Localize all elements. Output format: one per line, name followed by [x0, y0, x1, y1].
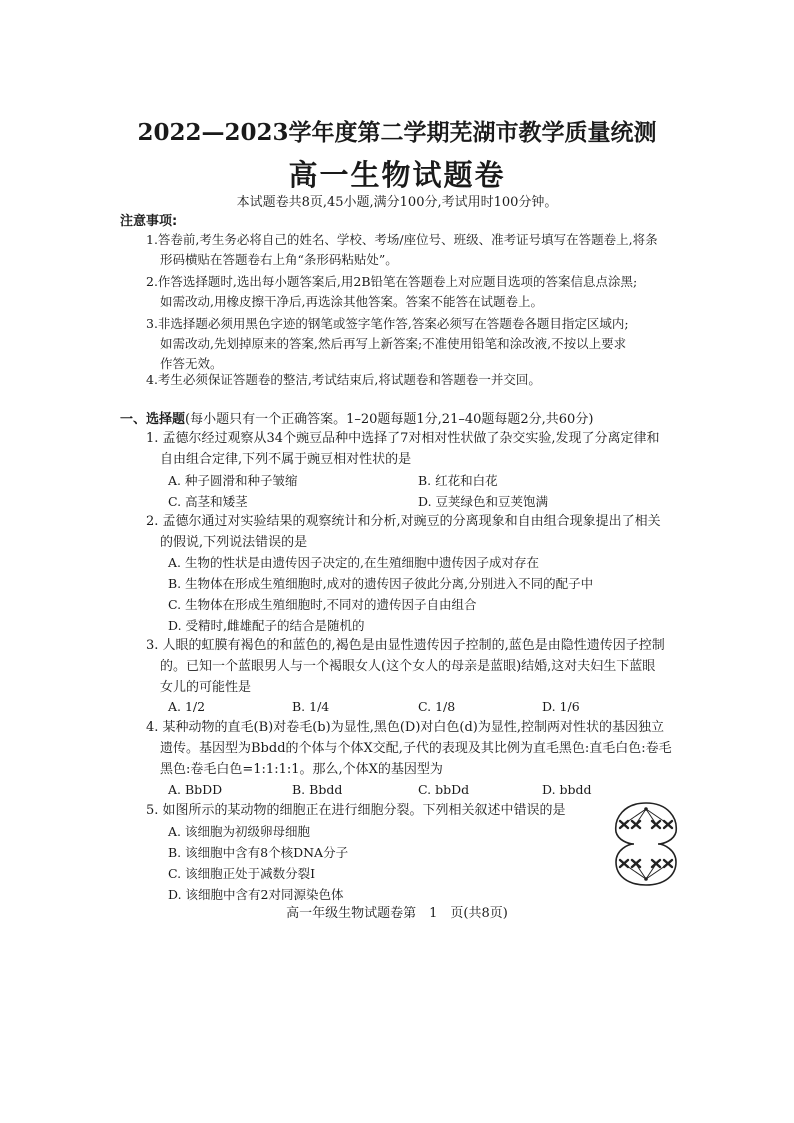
- question-stem: 4. 某种动物的直毛(B)对卷毛(b)为显性,黑色(D)对白色(d)为显性,控制两对性状的基因独立: [146, 720, 664, 735]
- option-d: D. 该细胞中含有2对同源染色体: [168, 887, 344, 902]
- question-stem: 的假说,下列说法错误的是: [160, 535, 308, 550]
- notes-heading: 注意事项:: [120, 214, 178, 229]
- exam-title: 2022—2023学年度第二学期芜湖市教学质量统测: [137, 119, 657, 146]
- spindle-upper: [624, 809, 668, 824]
- note-line: 3.非选择题必须用黑色字迹的钢笔或签字笔作答,答案必须写在答题卷各题目指定区域内;: [146, 316, 629, 331]
- option-a: A. 该细胞为初级卵母细胞: [168, 824, 310, 839]
- section-heading: [120, 408, 593, 427]
- question-stem: 遗传。基因型为Bbdd的个体与个体X交配,子代的表现及其比例为直毛黑色:直毛白色:卷毛: [160, 741, 672, 756]
- option-c: C. 该细胞正处于减数分裂Ⅰ: [168, 866, 316, 881]
- option-c: C. 生物体在形成生殖细胞时,不同对的遗传因子自由组合: [168, 597, 477, 612]
- option-c: C. 1/8: [418, 699, 456, 714]
- question-stem: 5. 如图所示的某动物的细胞正在进行细胞分裂。下列相关叙述中错误的是: [146, 803, 566, 818]
- option-b: B. Bbdd: [292, 782, 343, 797]
- note-item: [146, 314, 676, 374]
- note-item: [146, 230, 676, 270]
- question-stem: 自由组合定律,下列不属于豌豆相对性状的是: [160, 452, 412, 467]
- spindle-lower: [624, 864, 668, 879]
- chromosomes-lower: [620, 860, 672, 867]
- note-line: 如需改动,用橡皮擦干净后,再选涂其他答案。答案不能答在试题卷上。: [160, 294, 543, 309]
- option-b: B. 生物体在形成生殖细胞时,成对的遗传因子彼此分离,分别进入不同的配子中: [168, 576, 594, 591]
- note-line: 4.考生必须保证答题卷的整洁,考试结束后,将试题卷和答题卷一并交回。: [146, 372, 541, 387]
- option-d: D. 受精时,雌雄配子的结合是随机的: [168, 618, 365, 633]
- question-2: [146, 511, 686, 553]
- note-item: [146, 272, 676, 312]
- question-stem: 黑色:卷毛白色=1:1:1:1。那么,个体X的基因型为: [160, 762, 443, 777]
- centrosome-bottom: [644, 877, 648, 881]
- question-stem: 的。已知一个蓝眼男人与一个褐眼女人(这个女人的母亲是蓝眼)结婚,这对夫妇生下蓝眼: [160, 659, 656, 674]
- note-line: 形码横贴在答题卷右上角“条形码粘贴处”。: [160, 252, 398, 267]
- section-desc: (每小题只有一个正确答案。1–20题每题1分,21–40题每题2分,共60分): [185, 412, 594, 427]
- option-d: D. 1/6: [542, 699, 580, 714]
- centrosome-top: [644, 807, 648, 811]
- question-stem: 1. 孟德尔经过观察从34个豌豆品种中选择了7对相对性状做了杂交实验,发现了分离定律和: [146, 431, 660, 446]
- option-b: B. 1/4: [292, 699, 330, 714]
- question-5: [146, 800, 686, 821]
- question-stem: 女儿的可能性是: [160, 680, 252, 695]
- option-c: C. bbDd: [418, 782, 470, 797]
- section-label: 一、选择题: [120, 412, 186, 427]
- question-4: [146, 717, 686, 780]
- question-stem: 3. 人眼的虹膜有褐色的和蓝色的,褐色是由显性遗传因子控制的,蓝色是由隐性遗传因子控制: [146, 638, 665, 653]
- cell-division-figure: [610, 800, 682, 888]
- page-footer: 高一年级生物试题卷第 1 页(共8页): [286, 906, 508, 921]
- cell-membrane: [616, 803, 677, 885]
- question-1: [146, 428, 686, 470]
- option-b: B. 该细胞中含有8个核DNA分子: [168, 845, 349, 860]
- note-item: [146, 370, 676, 390]
- exam-info: 本试题卷共8页,45小题,满分100分,考试用时100分钟。: [236, 195, 558, 210]
- question-3: [146, 635, 686, 698]
- note-line: 1.答卷前,考生务必将自己的姓名、学校、考场/座位号、班级、准考证号填写在答题卷上,将条: [146, 232, 658, 247]
- option-b: B. 红花和白花: [418, 473, 498, 488]
- note-line: 作答无效。: [160, 356, 223, 371]
- option-a: A. 生物的性状是由遗传因子决定的,在生殖细胞中遗传因子成对存在: [168, 555, 539, 570]
- option-d: D. 豆荚绿色和豆荚饱满: [418, 494, 549, 509]
- note-line: 如需改动,先划掉原来的答案,然后再写上新答案;不准使用铅笔和涂改液,不按以上要求: [160, 336, 627, 351]
- note-line: 2.作答选择题时,选出每小题答案后,用2B铅笔在答题卷上对应题目选项的答案信息点涂黑;: [146, 274, 638, 289]
- chromosomes-upper: [620, 821, 672, 828]
- option-a: A. 种子圆滑和种子皱缩: [168, 473, 298, 488]
- question-stem: 2. 孟德尔通过对实验结果的观察统计和分析,对豌豆的分离现象和自由组合现象提出了相关: [146, 514, 661, 529]
- option-c: C. 高茎和矮茎: [168, 494, 248, 509]
- option-a: A. BbDD: [168, 782, 223, 797]
- option-a: A. 1/2: [168, 699, 206, 714]
- subject-title: 高一生物试题卷: [288, 158, 506, 192]
- option-d: D. bbdd: [542, 782, 592, 797]
